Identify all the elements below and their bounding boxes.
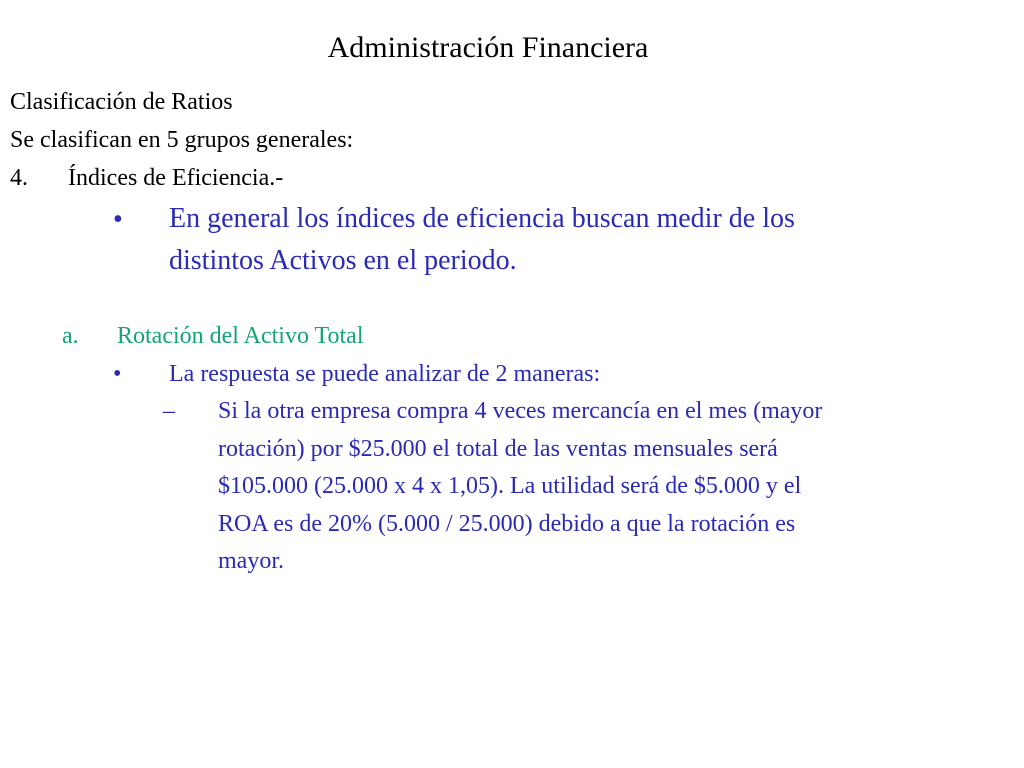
dash-line-5: mayor. [218, 548, 284, 574]
heading-grupos: Se clasifican en 5 grupos generales: [10, 127, 354, 153]
sub-bullet-text: La respuesta se puede analizar de 2 maneras: [169, 361, 601, 387]
dash-line-4: ROA es de 20% (5.000 / 25.000) debido a que la rotación es [218, 511, 796, 537]
bullet-icon: • [113, 204, 123, 235]
heading-clasificacion: Clasificación de Ratios [10, 89, 233, 115]
bullet-icon: • [113, 361, 122, 387]
dash-line-3: $105.000 (25.000 x 4 x 1,05). La utilidad será de $5.000 y el [218, 473, 802, 499]
intro-line-2: distintos Activos en el periodo. [169, 245, 517, 276]
dash-marker: – [163, 398, 175, 424]
dash-line-2: rotación) por $25.000 el total de las ventas mensuales será [218, 436, 778, 462]
intro-line-1: En general los índices de eficiencia buscan medir de los [169, 203, 795, 234]
subsection-label: Rotación del Activo Total [117, 323, 364, 349]
section-number: 4. [10, 165, 28, 191]
dash-line-1: Si la otra empresa compra 4 veces mercancía en el mes (mayor [218, 398, 823, 424]
section-label: Índices de Eficiencia.- [68, 165, 284, 191]
slide-title: Administración Financiera [327, 31, 649, 64]
subsection-marker: a. [62, 323, 79, 349]
